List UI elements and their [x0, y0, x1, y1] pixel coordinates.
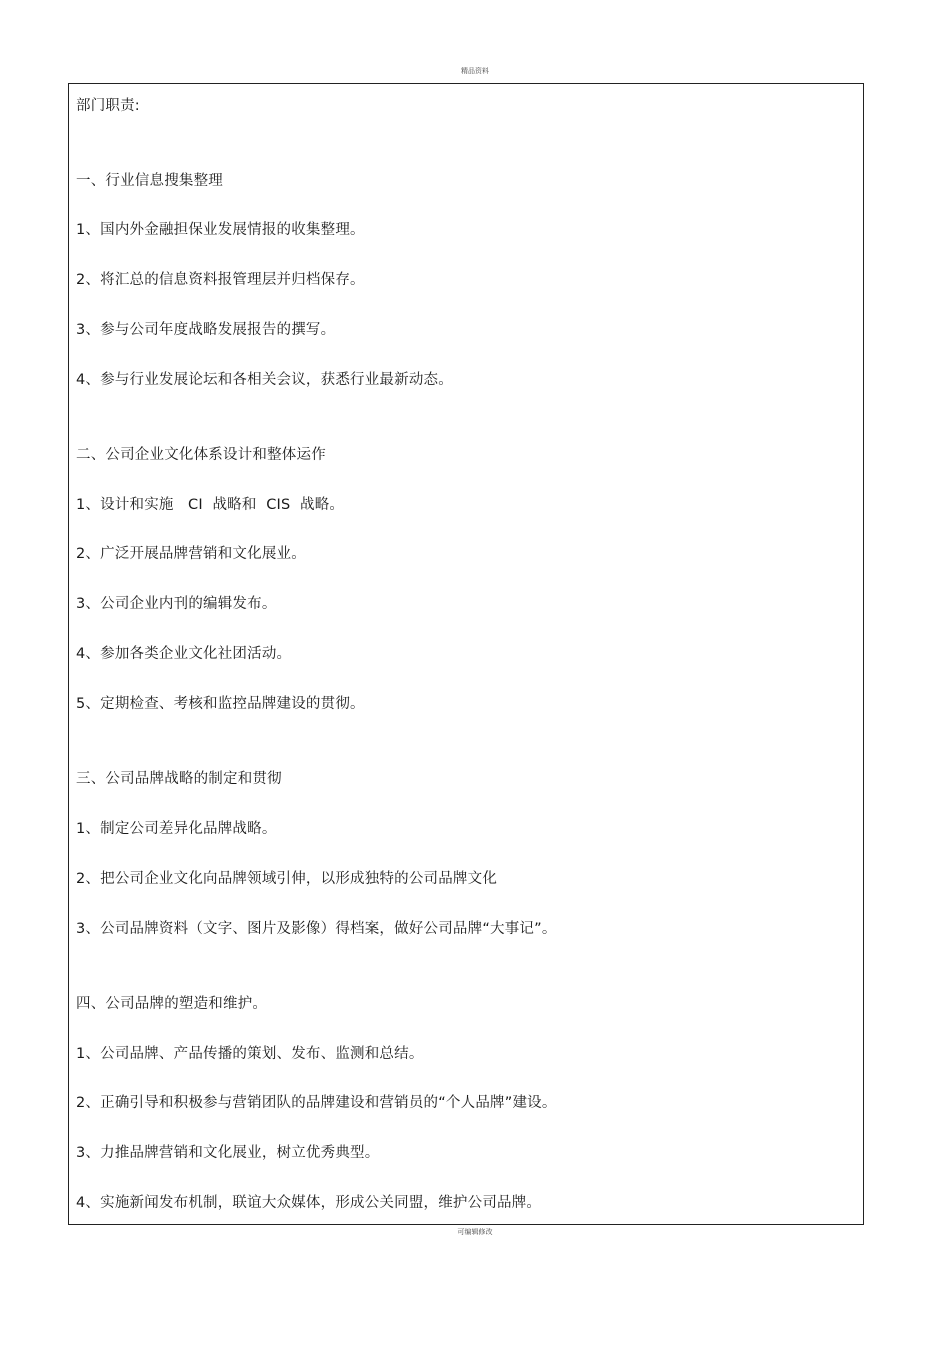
list-item: 5、定期检查、考核和监控品牌建设的贯彻。: [76, 696, 365, 712]
page-footer: 可编辑修改: [457, 1228, 493, 1236]
section-heading: 二、公司企业文化体系设计和整体运作: [76, 447, 326, 463]
list-item: 1、国内外金融担保业发展情报的收集整理。: [76, 222, 365, 238]
list-item: 3、公司品牌资料（文字、图片及影像）得档案，做好公司品牌“大事记”。: [76, 921, 557, 937]
list-item: 1、公司品牌、产品传播的策划、发布、监测和总结。: [76, 1046, 424, 1062]
list-item: 2、广泛开展品牌营销和文化展业。: [76, 546, 306, 562]
list-item: 3、参与公司年度战略发展报告的撰写。: [76, 322, 336, 338]
list-item: 3、公司企业内刊的编辑发布。: [76, 596, 277, 612]
section-heading: 三、公司品牌战略的制定和贯彻: [76, 771, 282, 787]
list-item: 2、正确引导和积极参与营销团队的品牌建设和营销员的“个人品牌”建设。: [76, 1095, 557, 1111]
list-item: 1、设计和实施 CI 战略和 CIS 战略。: [76, 497, 345, 513]
list-item: 1、制定公司差异化品牌战略。: [76, 821, 277, 837]
list-item: 4、实施新闻发布机制，联谊大众媒体，形成公关同盟，维护公司品牌。: [76, 1195, 542, 1211]
section-heading: 四、公司品牌的塑造和维护。: [76, 996, 268, 1012]
list-item: 4、参加各类企业文化社团活动。: [76, 646, 292, 662]
list-item: 3、力推品牌营销和文化展业，树立优秀典型。: [76, 1145, 380, 1161]
list-item: 2、把公司企业文化向品牌领域引伸，以形成独特的公司品牌文化: [76, 871, 498, 887]
list-item: 4、参与行业发展论坛和各相关会议，获悉行业最新动态。: [76, 372, 453, 388]
section-heading: 一、行业信息搜集整理: [76, 173, 223, 189]
page-header: 精品资料: [461, 67, 489, 75]
list-item: 2、将汇总的信息资料报管理层并归档保存。: [76, 272, 365, 288]
page-title: 部门职责:: [76, 98, 140, 114]
